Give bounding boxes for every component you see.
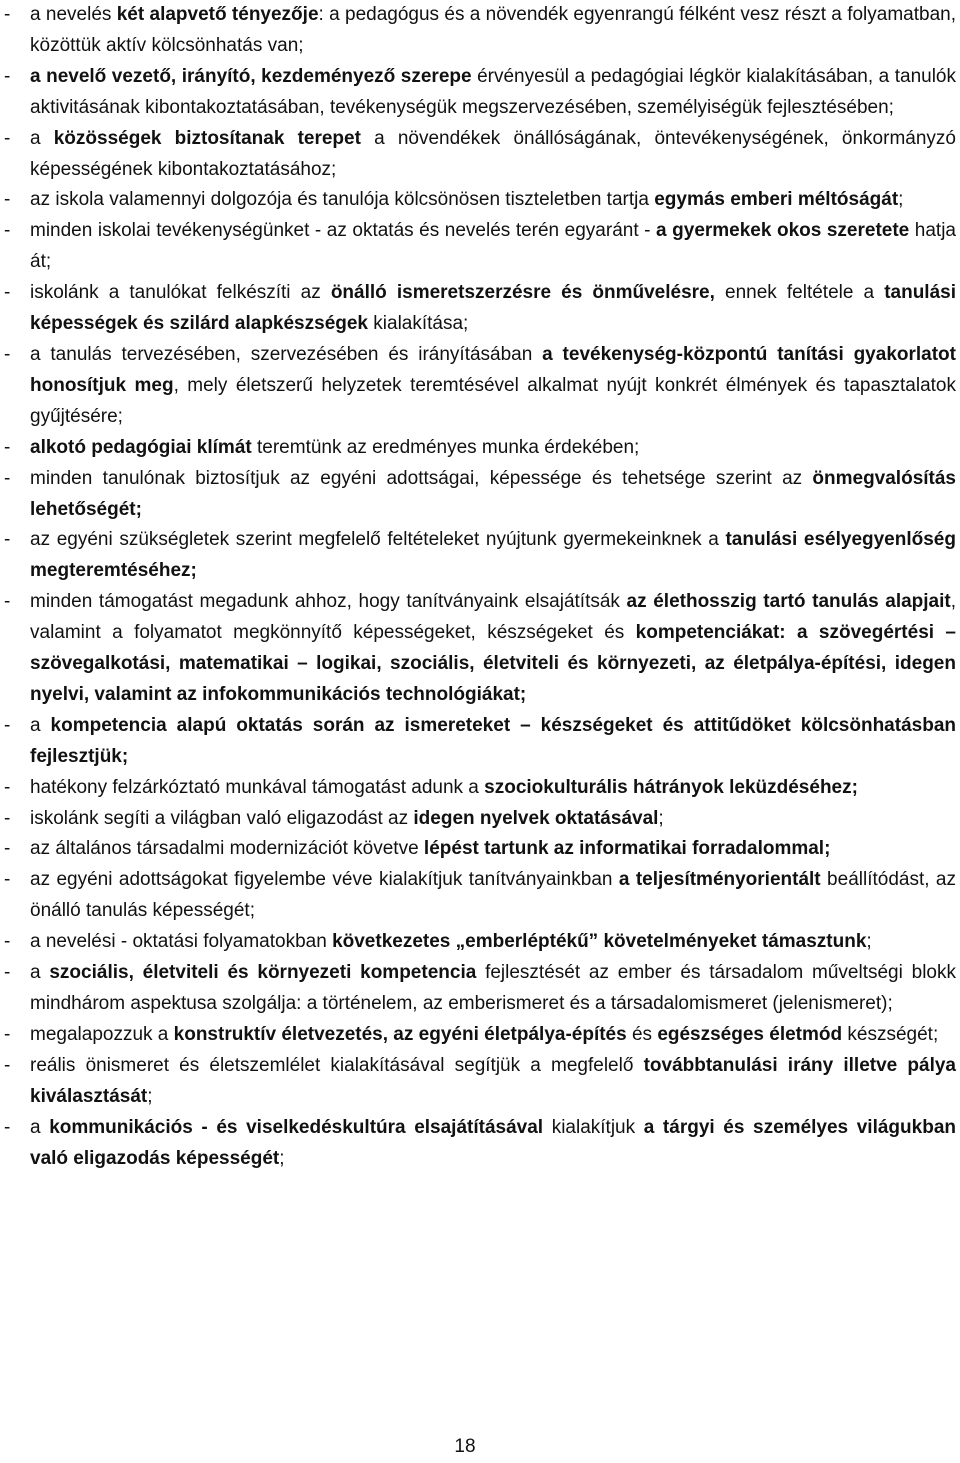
text: a nevelés	[30, 4, 117, 25]
list-item	[0, 711, 960, 773]
bold-text: az élethosszig tartó tanulás alapjait	[626, 591, 951, 613]
bold-text: a teljesítményorientált	[618, 869, 821, 891]
text: ;	[898, 189, 904, 211]
bold-text: közösségek biztosítanak terepet	[53, 127, 361, 149]
bold-text: a tárgyi és személyes világukban való eligazodás képességét	[30, 1116, 956, 1169]
bold-text: idegen nyelvek oktatásával	[413, 807, 659, 829]
list-item	[0, 278, 960, 340]
bold-text: szociokulturális hátrányok leküzdéséhez;	[484, 776, 858, 798]
list-item	[0, 1020, 960, 1051]
text: a nevelési - oktatási folyamatokban	[30, 931, 333, 953]
list-item	[0, 0, 960, 62]
text: és	[626, 1023, 658, 1045]
bold-text: a nevelő vezető, irányító, kezdeményező szerepe	[30, 65, 472, 87]
bold-text: szociális, életviteli és környezeti kompetencia	[49, 962, 477, 984]
bold-text: kompetenciákat: a szövegértési – szövegalkotási, matematikai – logikai, szociális, életviteli és környezeti, az életpálya-építési, idegen nyelvi, valamint az infokommunikációs technológiákat;	[30, 622, 956, 705]
text: az egyéni adottságokat figyelembe véve kialakítjuk tanítványainkban	[30, 869, 619, 891]
text: a	[30, 962, 50, 984]
bold-text: következetes „emberléptékű” követelményeket támasztunk	[332, 931, 867, 953]
bold-text: egymás emberi méltóságát	[654, 189, 899, 211]
text: a	[30, 1116, 50, 1138]
text: reális önismeret és életszemlélet kialakításával segítjük a megfelelő	[30, 1054, 644, 1076]
bold-text: a gyermekek okos szeretete	[656, 220, 910, 242]
text: kialakítása;	[368, 313, 469, 335]
text: , valamint a folyamatot megkönnyítő képességeket, készségeket és	[30, 591, 956, 644]
bold-text: konstruktív életvezetés, az egyéni életpálya-építés	[173, 1023, 627, 1045]
text: iskolánk segíti a világban való eligazodást az	[30, 807, 414, 829]
text: ;	[279, 1147, 285, 1169]
text: az egyéni szükségletek szerint megfelelő feltételeket nyújtunk gyermekeinknek a	[30, 529, 726, 551]
list-item	[0, 834, 960, 865]
bold-text: kompetencia alapú oktatás során az ismereteket – készségeket és attitűdöket kölcsönhatásban fejlesztjük;	[30, 714, 956, 767]
list-item	[0, 927, 960, 958]
text: az iskola valamennyi dolgozója és tanulója kölcsönösen tiszteletben tartja	[30, 189, 655, 211]
bold-text: két alapvető tényezője	[116, 4, 319, 25]
text: ;	[147, 1085, 153, 1107]
text: : a pedagógus és a növendék egyenrangú félként vesz részt a folyamatban, közöttük aktív kölcsönhatás van;	[30, 4, 956, 56]
list-item	[0, 464, 960, 526]
bold-text: továbbtanulási irány illetve pálya kiválasztását	[30, 1054, 956, 1107]
text: a növendékek önállóságának, öntevékenységének, önkormányzó képességének kibontakoztatásához;	[30, 127, 956, 180]
text: a tanulás tervezésében, szervezésében és irányításában	[30, 343, 543, 365]
text: , mely életszerű helyzetek teremtésével alkalmat nyújt konkrét élmények és tapasztalatok gyűjtésére;	[30, 374, 956, 427]
bold-text: önálló ismeretszerzésre és önművelésre,	[330, 282, 715, 304]
page-number: 18	[454, 1436, 476, 1457]
list-item	[0, 804, 960, 835]
text: minden támogatást megadunk ahhoz, hogy tanítványaink elsajátítsák	[30, 591, 627, 613]
bold-text: a tevékenység-központú tanítási gyakorlatot honosítjuk meg	[30, 343, 956, 396]
list-item	[0, 773, 960, 804]
bold-text: lépést tartunk az informatikai forradalommal;	[423, 838, 831, 860]
bold-text: alkotó pedagógiai klímát	[30, 436, 252, 458]
list-item	[0, 216, 960, 278]
text: az általános társadalmi modernizációt követve	[30, 838, 424, 860]
text: minden iskolai tevékenységünket - az oktatás és nevelés terén egyaránt -	[30, 220, 657, 242]
list-item	[0, 1113, 960, 1175]
list-item	[0, 340, 960, 433]
text: érvényesül a pedagógiai légkör kialakításában, a tanulók aktivitásának kibontakoztatásában, tevékenységük megszervezésében, személyiségük fejlesztésében;	[30, 65, 956, 118]
text: ennek feltétele a	[714, 282, 885, 304]
bold-text: tanulási esélyegyenlőség megteremtéséhez;	[30, 529, 956, 582]
bold-text: tanulási képességek és szilárd alapkészségek	[30, 282, 956, 335]
list-item	[0, 433, 960, 464]
bold-text: egészséges életmód	[657, 1023, 843, 1045]
list-item	[0, 62, 960, 124]
text: fejlesztését az ember és társadalom műveltségi blokk mindhárom aspektusa szolgálja: a történelem, az emberismeret és a társadalomismeret (jelenismeret);	[30, 962, 956, 1014]
list-item	[0, 1051, 960, 1113]
text: hatékony felzárkóztató munkával támogatást adunk a	[30, 776, 485, 798]
text: iskolánk a tanulókat felkészíti az	[30, 282, 331, 304]
text: megalapozzuk a	[30, 1023, 174, 1045]
text: a	[30, 127, 54, 149]
text: kialakítjuk	[543, 1116, 644, 1138]
text: ;	[866, 931, 872, 953]
text: teremtünk az eredményes munka érdekében;	[251, 436, 640, 458]
bold-text: kommunikációs - és viselkedéskultúra elsajátításával	[49, 1116, 544, 1138]
list-item	[0, 865, 960, 927]
text: készségét;	[842, 1023, 939, 1045]
text: ;	[658, 807, 664, 829]
list-item	[0, 525, 960, 587]
list-item	[0, 958, 960, 1020]
bold-text: önmegvalósítás lehetőségét;	[30, 467, 956, 520]
text: minden tanulónak biztosítjuk az egyéni adottságai, képessége és tehetsége szerint az	[30, 467, 813, 489]
text: a	[30, 714, 51, 736]
list-item	[0, 587, 960, 711]
text: hatja át;	[30, 220, 956, 273]
list-item	[0, 124, 960, 186]
list-item	[0, 185, 960, 216]
text: beállítódást, az önálló tanulás képességét;	[30, 869, 956, 922]
